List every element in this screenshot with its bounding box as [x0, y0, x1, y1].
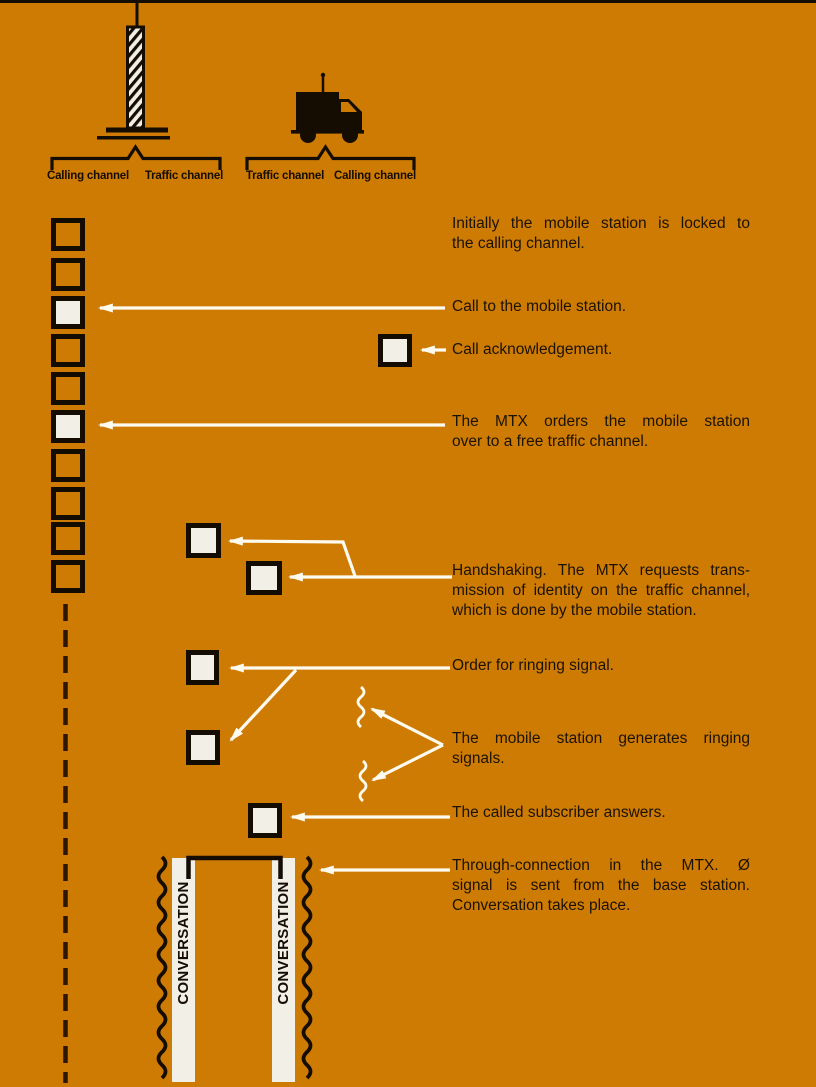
- calling-channel-slot-7: [51, 449, 85, 482]
- calling-channel-slot-2: [51, 258, 85, 291]
- answer-square: [248, 803, 282, 838]
- step-line: Handshaking. The MTX requests trans-: [452, 562, 750, 579]
- step-line: Conversation takes place.: [452, 897, 631, 914]
- step-line: Call to the mobile station.: [452, 298, 627, 315]
- right-black-squiggle: [304, 857, 311, 1078]
- step-line: Initially the mobile station is locked to: [452, 215, 750, 232]
- step-4-text: [452, 412, 750, 452]
- step-line: Call acknowledgement.: [452, 341, 613, 358]
- ringing-fork-lower: [373, 745, 443, 780]
- mobile-station-bracket: [247, 147, 414, 170]
- step-2-text: [452, 297, 750, 317]
- step-line: the calling channel.: [452, 235, 585, 252]
- step-line: The mobile station generates ringing: [452, 730, 750, 747]
- through-connection-bracket: [189, 858, 281, 879]
- step-7-text: [452, 729, 750, 769]
- step-9-text: [452, 856, 750, 916]
- ring-generate-arrow: [231, 670, 296, 740]
- step-line: The called subscriber answers.: [452, 804, 666, 821]
- step-line: The MTX orders the mobile station: [452, 413, 750, 430]
- step-1-text: [452, 214, 750, 254]
- step-line: signals.: [452, 750, 505, 767]
- mobile-station-truck-icon: [291, 73, 364, 143]
- ring-order-square: [186, 650, 219, 685]
- handshake-square-2: [246, 561, 282, 595]
- step-5-text: [452, 561, 750, 621]
- step-line: signal is sent from the base station.: [452, 877, 750, 894]
- step-line: which is done by the mobile station.: [452, 602, 697, 619]
- step-line: over to a free traffic channel.: [452, 433, 649, 450]
- calling-channel-slot-1: [51, 218, 85, 251]
- right-conversation-label: CONVERSATION: [274, 881, 292, 1005]
- ringing-squiggle-upper: [358, 687, 364, 727]
- step-3-text: [452, 340, 750, 360]
- ringing-fork-upper: [372, 709, 443, 745]
- step-line: Order for ringing signal.: [452, 657, 614, 674]
- step-line: Through-connection in the MTX. Ø: [452, 857, 750, 874]
- step-8-text: [452, 803, 750, 823]
- step-line: mission of identity on the traffic channel,: [452, 582, 750, 599]
- calling-channel-slot-4: [51, 334, 85, 367]
- left-black-squiggle: [159, 857, 166, 1078]
- step-6-text: [452, 656, 750, 676]
- mobile-calling-channel-label: Calling channel: [334, 170, 416, 182]
- handshake-square-1: [186, 523, 221, 558]
- ringing-squiggle-lower: [360, 761, 366, 801]
- calling-channel-slot-8: [51, 487, 85, 520]
- base-traffic-channel-label: Traffic channel: [144, 170, 224, 182]
- mobile-traffic-channel-label: Traffic channel: [245, 170, 325, 182]
- calling-channel-slot-6: [51, 410, 85, 443]
- left-conversation-label: CONVERSATION: [174, 881, 192, 1005]
- calling-channel-slot-9: [51, 522, 85, 555]
- calling-channel-slot-3: [51, 296, 85, 329]
- call-ack-square: [378, 334, 412, 367]
- base-station-tower-icon: [97, 2, 170, 140]
- base-station-bracket: [52, 147, 220, 170]
- calling-channel-slot-5: [51, 372, 85, 405]
- ring-generate-square: [186, 730, 220, 765]
- base-calling-channel-label: Calling channel: [47, 170, 129, 182]
- calling-channel-slot-10: [51, 560, 85, 593]
